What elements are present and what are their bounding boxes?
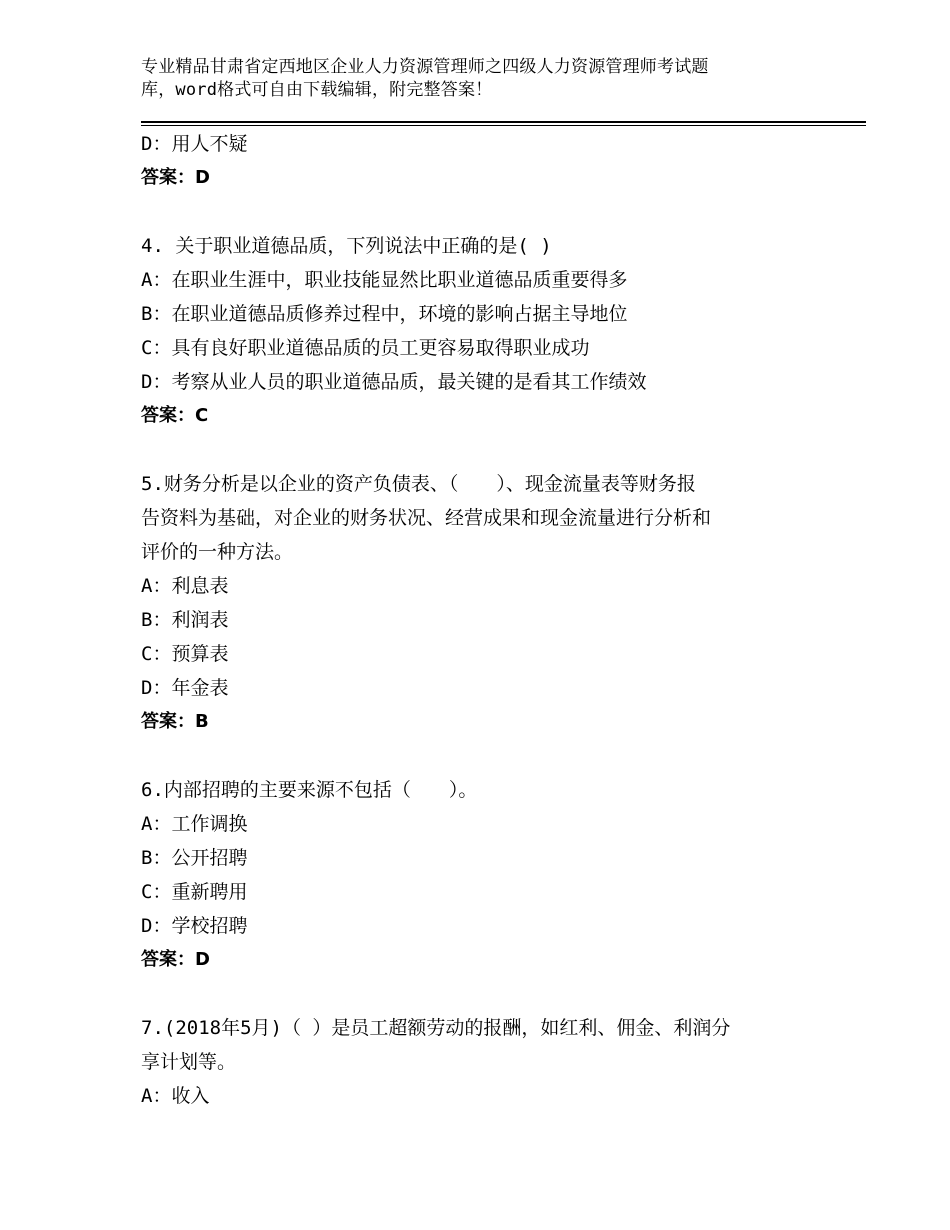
option-c: C：具有良好职业道德品质的员工更容易取得职业成功 [141,337,590,359]
spacer [141,433,821,467]
header-rule-thin [141,125,866,126]
question-stem: 7.(2018年5月)（ ）是员工超额劳动的报酬，如红利、佣金、利润分 [141,1017,731,1039]
spacer [141,195,821,229]
answer-line: 答案：B [141,711,209,732]
option-a: A：收入 [141,1085,210,1107]
option-a: A：工作调换 [141,813,248,835]
spacer [141,739,821,773]
question-6 [141,773,821,977]
answer-line: 答案：D [141,949,210,970]
option-d: D：考察从业人员的职业道德品质，最关键的是看其工作绩效 [141,371,647,393]
header-title-line-2: 库，word格式可自由下载编辑，附完整答案！ [141,80,493,100]
answer-line: 答案：C [141,405,209,426]
question-stem: 告资料为基础，对企业的财务状况、经营成果和现金流量进行分析和 [141,507,712,529]
question-5 [141,467,821,739]
question-stem: 6.内部招聘的主要来源不包括（ ）。 [141,779,478,801]
option-d: D：年金表 [141,677,229,699]
header-title-line-1: 专业精品甘肃省定西地区企业人力资源管理师之四级人力资源管理师考试题 [141,57,709,77]
option-b: B：在职业道德品质修养过程中，环境的影响占据主导地位 [141,303,628,325]
option-c: C：重新聘用 [141,881,248,903]
question-stem: 评价的一种方法。 [141,541,294,563]
question-4 [141,229,821,433]
answer-line: 答案：D [141,167,210,188]
option-b: B：利润表 [141,609,229,631]
question-stem: 4. 关于职业道德品质，下列说法中正确的是( ) [141,235,552,257]
option-b: B：公开招聘 [141,847,248,869]
option-d: D：用人不疑 [141,133,248,155]
option-a: A：在职业生涯中，职业技能显然比职业道德品质重要得多 [141,269,628,291]
option-c: C：预算表 [141,643,229,665]
question-stem: 享计划等。 [141,1051,237,1073]
question-3-continuation [141,127,821,195]
header-rule-thick [141,121,866,123]
question-stem: 5.财务分析是以企业的资产负债表、（ ）、现金流量表等财务报 [141,473,696,495]
spacer [141,977,821,1011]
document-header [141,56,861,102]
document-body [141,127,821,1113]
question-7 [141,1011,821,1113]
option-d: D：学校招聘 [141,915,248,937]
option-a: A：利息表 [141,575,229,597]
